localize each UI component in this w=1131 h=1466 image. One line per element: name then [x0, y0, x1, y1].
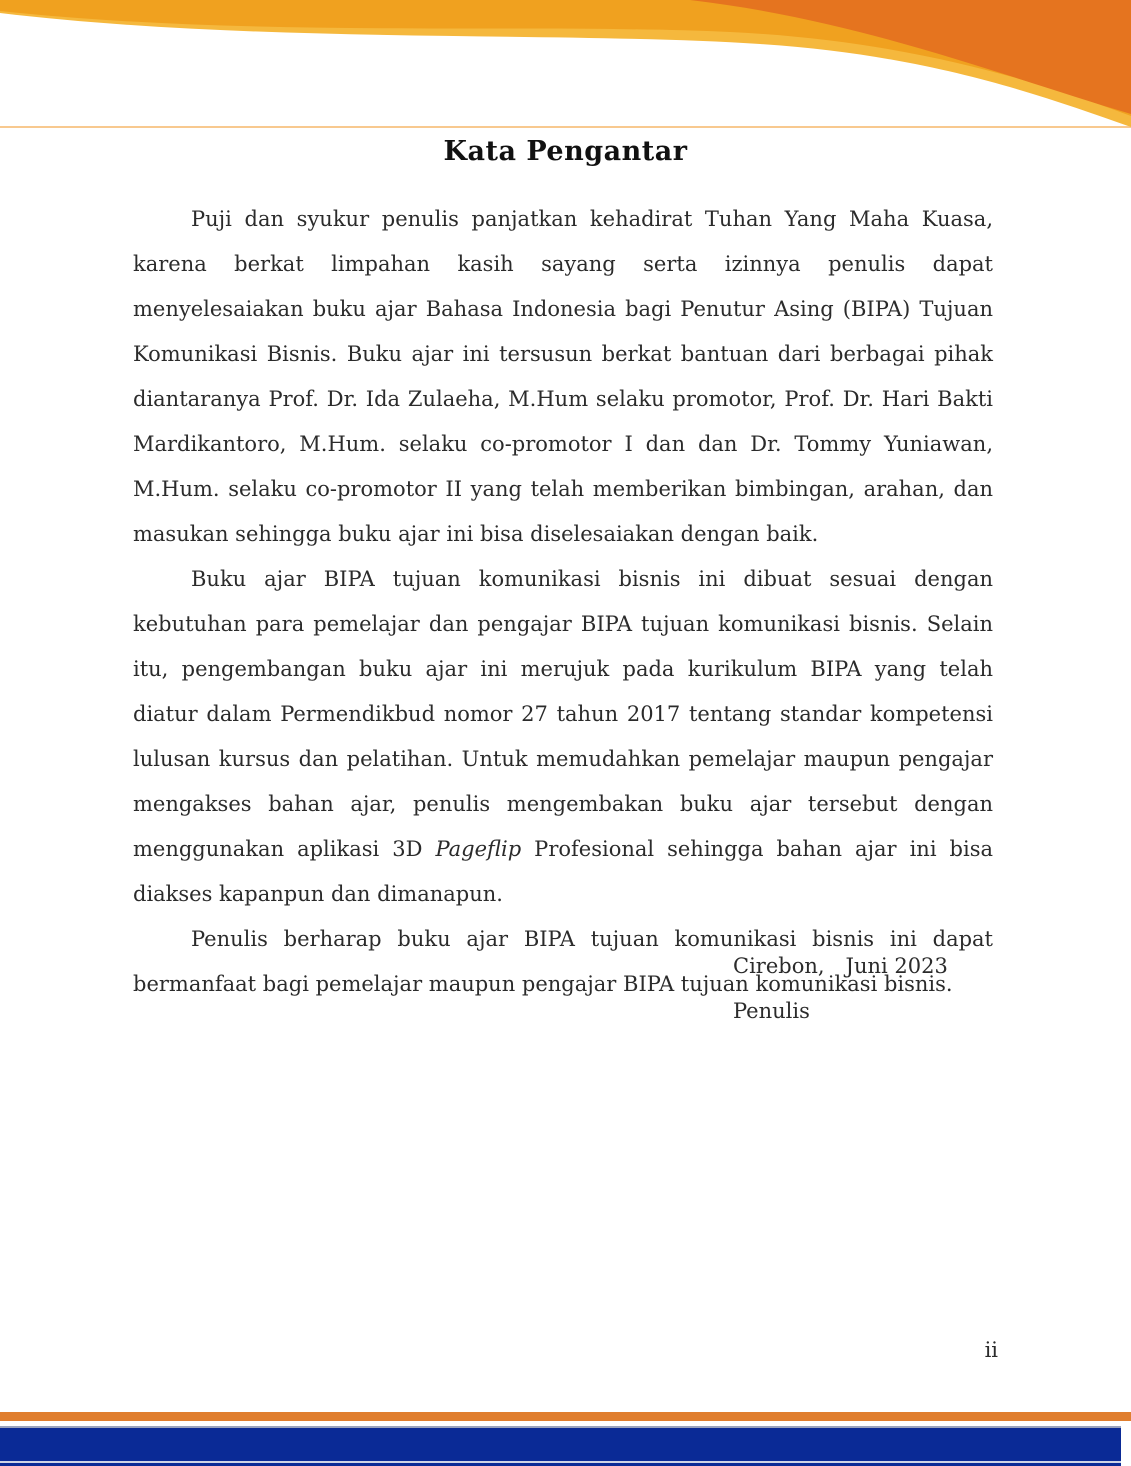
page-number: ii — [984, 1338, 998, 1362]
italic-app-name: Pageflip — [435, 837, 522, 861]
body-text — [133, 197, 993, 1007]
header-wave-graphic — [0, 0, 1131, 132]
paragraph-text: Buku ajar BIPA tujuan komunikasi bisnis ini dibuat sesuai dengan kebutuhan para pemelajar dan pengajar BIPA tujuan komunikasi bisnis. Selain itu, pengembangan buku ajar ini merujuk pada kurikulum BIPA yang telah diatur dalam Permendikbud nomor 27 tahun 2017 tentang standar kompetensi lulusan kursus dan pelatihan. Untuk memudahkan pemelajar maupun pengajar mengakses bahan ajar, penulis mengembakan buku ajar tersebut dengan menggunakan aplikasi 3D — [133, 567, 993, 861]
signature-author: Penulis — [733, 999, 810, 1023]
paragraph-text: Profesional sehingga bahan ajar ini bisa diakses kapanpun dan dimanapun. — [133, 837, 994, 906]
footer-blue-bar — [0, 1426, 1121, 1466]
paragraph-text: Puji dan syukur penulis panjatkan kehadirat Tuhan Yang Maha Kuasa, karena berkat limpahan kasih sayang serta izinnya penulis dapat menyelesaiakan buku ajar Bahasa Indonesia bagi Penutur Asing (BIPA) Tujuan Komunikasi Bisnis. Buku ajar ini tersusun berkat bantuan dari berbagai pihak diantaranya Prof. Dr. Ida Zulaeha, M.Hum selaku promotor, Prof. Dr. Hari Bakti Mardikantoro, M.Hum. selaku co-promotor I dan dan Dr. Tommy Yuniawan, M.Hum. selaku co-promotor II yang telah memberikan bimbingan, arahan, dan masukan sehingga buku ajar ini bisa diselesaiakan dengan baik. — [133, 207, 993, 546]
footer-orange-bar — [0, 1412, 1131, 1421]
paragraph-text: Penulis berharap buku ajar BIPA tujuan komunikasi bisnis ini dapat bermanfaat bagi pemelajar maupun pengajar BIPA tujuan komunikasi bisnis. — [133, 927, 993, 996]
paragraph — [133, 557, 993, 917]
signature-place-date: Cirebon, Juni 2023 — [733, 954, 948, 978]
page-title: Kata Pengantar — [443, 136, 688, 167]
signature-block — [733, 944, 948, 1034]
footer-blue-inner-line — [0, 1461, 1121, 1463]
paragraph — [133, 197, 993, 557]
